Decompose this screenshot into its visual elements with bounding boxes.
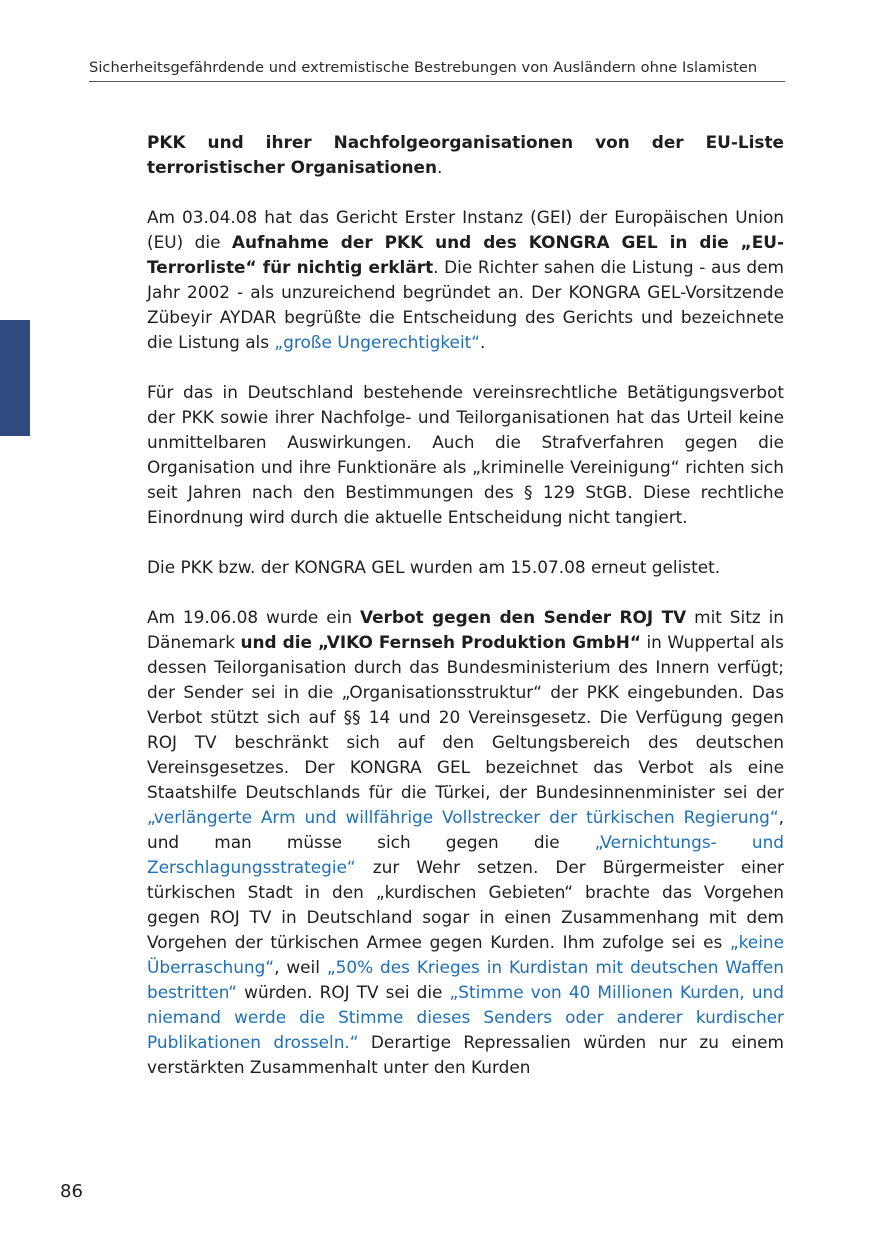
quote-text: „keine Überraschung“ bbox=[147, 932, 784, 977]
text-run: würden. ROJ TV sei die bbox=[237, 982, 450, 1002]
text-run: . bbox=[437, 157, 443, 177]
text-run: , und man müsse sich gegen die bbox=[147, 807, 784, 852]
paragraph-1 bbox=[147, 130, 784, 180]
paragraph-2 bbox=[147, 205, 784, 355]
text-run: in Wuppertal als dessen Teilorganisation durch das Bundesministerium des Innern verfügt; der Sender sei in die „Organisationsstruktur“ der PKK eingebunden. Das Verbot stützt sich auf §§ 14 und 20 Vereinsgesetz. Die Verfügung gegen ROJ TV beschränkt sich auf den Geltungsbereich des deutschen Vereinsgesetzes. Der KONGRA GEL bezeichnet das Verbot als eine Staatshilfe Deutschlands für die Türkei, der Bundesinnenminister sei der bbox=[147, 632, 784, 802]
paragraph-3 bbox=[147, 380, 784, 530]
body-text bbox=[147, 130, 784, 1105]
text-run: zur Wehr setzen. Der Bürgermeister einer türkischen Stadt in den „kurdischen Gebieten“ brachte das Vorgehen gegen ROJ TV in Deutschland sogar in einen Zusammenhang mit dem Vorgehen der türkischen Armee gegen Kurden. Ihm zufolge sei es bbox=[147, 857, 784, 952]
header-divider bbox=[89, 81, 785, 82]
quote-text: „50% des Krieges in Kurdistan mit deutschen Waffen bestritten“ bbox=[147, 957, 784, 1002]
text-run: Derartige Repressalien würden nur zu einem verstärkten Zusammenhalt unter den Kurden bbox=[147, 1032, 784, 1077]
chapter-tab-marker bbox=[0, 320, 30, 436]
page-number: 86 bbox=[60, 1181, 83, 1202]
quote-text: „Vernichtungs- und Zerschlagungsstrategie“ bbox=[147, 832, 785, 877]
quote-text: „große Ungerechtigkeit“ bbox=[274, 332, 481, 352]
text-run: mit Sitz in Dänemark bbox=[147, 607, 784, 652]
quote-text: „Stimme von 40 Millionen Kurden, und niemand werde die Stimme dieses Senders oder anderer kurdischer Publikationen drosseln.“ bbox=[147, 982, 784, 1052]
bold-text: Verbot gegen den Sender ROJ TV bbox=[359, 607, 687, 627]
bold-text: PKK und ihrer Nachfolgeorganisationen von der EU-Liste terroristischer Organisationen bbox=[147, 132, 784, 177]
bold-text: und die „VIKO Fernseh Produktion GmbH“ bbox=[240, 632, 641, 652]
text-run: . Die Richter sahen die Listung - aus dem Jahr 2002 - als unzureichend begründet an. Der KONGRA GEL-Vorsitzende Zübeyir AYDAR begrüßte die Entscheidung des Gerichts und bezeichnete die Listung als bbox=[147, 257, 784, 352]
text-run: Für das in Deutschland bestehende vereinsrechtliche Betätigungsverbot der PKK sowie ihrer Nachfolge- und Teilorganisationen hat das Urteil keine unmittelbaren Auswirkungen. Auch die Strafverfahren gegen die Organisation und ihre Funktionäre als „kriminelle Vereinigung“ richten sich seit Jahren nach den Bestimmungen des § 129 StGB. Diese rechtliche Einordnung wird durch die aktuelle Entscheidung nicht tangiert. bbox=[147, 382, 784, 527]
running-header: Sicherheitsgefährdende und extremistische Bestrebungen von Ausländern ohne Islamisten bbox=[89, 59, 758, 76]
text-run: , weil bbox=[274, 957, 327, 977]
text-run: Die PKK bzw. der KONGRA GEL wurden am 15.07.08 erneut gelistet. bbox=[147, 557, 721, 577]
bold-text: Aufnahme der PKK und des KONGRA GEL in die „EU-Terrorliste“ für nichtig erklärt bbox=[147, 232, 784, 277]
text-run: . bbox=[480, 332, 486, 352]
quote-text: „verlängerte Arm und willfährige Vollstrecker der türkischen Regierung“ bbox=[147, 807, 779, 827]
text-run: Am 03.04.08 hat das Gericht Erster Instanz (GEI) der Europäischen Union (EU) die bbox=[147, 207, 784, 252]
paragraph-5 bbox=[147, 605, 784, 1080]
text-run: Am 19.06.08 wurde ein bbox=[147, 607, 360, 627]
paragraph-4 bbox=[147, 555, 784, 580]
